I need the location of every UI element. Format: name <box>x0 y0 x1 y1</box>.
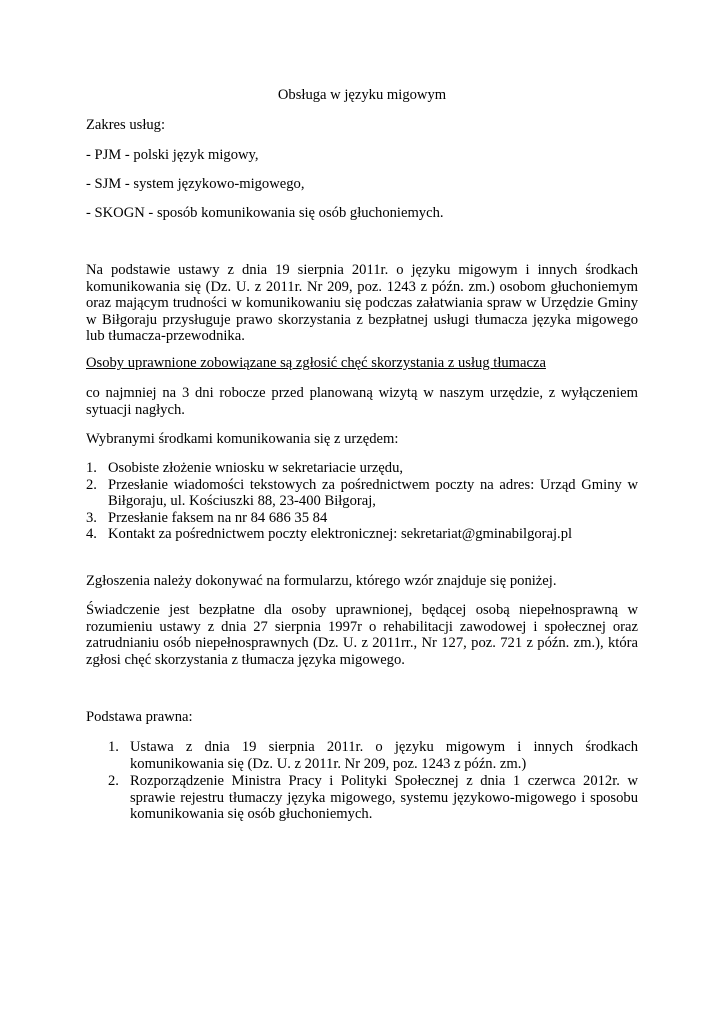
legal-list <box>108 739 638 824</box>
page-title: Obsługa w języku migowym <box>277 87 447 103</box>
list-item: 4. Kontakt za pośrednictwem poczty elektronicznej: sekretariat@gminabilgoraj.pl <box>86 526 573 543</box>
means-heading: Wybranymi środkami komunikowania się z urzędem: <box>86 431 399 447</box>
form-note: Zgłoszenia należy dokonywać na formularzu, którego wzór znajduje się poniżej. <box>86 573 557 589</box>
scope-item-skogn: - SKOGN - sposób komunikowania się osób głuchoniemych. <box>86 205 444 221</box>
scope-item-sjm: - SJM - system językowo-migowego, <box>86 176 305 192</box>
means-list <box>86 460 638 543</box>
free-service-paragraph: Świadczenie jest bezpłatne dla osoby uprawnionej, będącej osobą niepełnosprawną w rozumieniu ustawy z dnia 27 sierpnia 1997r o rehabilitacji zawodowej i społecznej oraz zatrudnianiu osób niepełnosprawnych (Dz. U. z 2011rr., Nr 127, poz. 721 z późn. zm.), która zgłosi chęć skorzystania z tłumacza języka migowego. <box>86 602 638 668</box>
list-item: 2. Przesłanie wiadomości tekstowych za pośrednictwem poczty na adres: Urząd Gminy w Biłgoraju, ul. Kościuszki 88, 23-400 Biłgoraj, <box>86 476 638 510</box>
list-item: 2. Rozporządzenie Ministra Pracy i Polityki Społecznej z dnia 1 czerwca 2012r. w sprawie rejestru tłumaczy języka migowego, systemu językowo-migowego i sposobu komunikowania się osób głuchoniemych. <box>108 773 638 823</box>
intro-paragraph: Na podstawie ustawy z dnia 19 sierpnia 2011r. o języku migowym i innych środkach komunikowania się (Dz. U. z 2011r. Nr 209, poz. 1243 z późn. zm.) osobom głuchoniemym oraz mającym trudności w komunikowaniu się podczas załatwiania spraw w Urzędzie Gminy w Biłgoraju przysługuje prawo skorzystania z bezpłatnej usługi tłumacza języka migowego lub tłumacza-przewodnika. <box>86 262 638 345</box>
list-item: 3. Przesłanie faksem na nr 84 686 35 84 <box>86 509 328 526</box>
scope-heading: Zakres usług: <box>86 117 166 133</box>
scope-item-pjm: - PJM - polski język migowy, <box>86 147 259 163</box>
list-item: 1. Osobiste złożenie wniosku w sekretariacie urzędu, <box>86 460 404 476</box>
obligation-underlined: Osoby uprawnione zobowiązane są zgłosić chęć skorzystania z usług tłumacza <box>86 355 546 371</box>
list-item: 1. Ustawa z dnia 19 sierpnia 2011r. o języku migowym i innych środkach komunikowania się (Dz. U. z 2011r. Nr 209, poz. 1243 z późn. zm.) <box>108 739 638 772</box>
legal-heading: Podstawa prawna: <box>86 709 193 725</box>
obligation-rest: co najmniej na 3 dni robocze przed planowaną wizytą w naszym urzędzie, z wyłączeniem sytuacji nagłych. <box>86 385 638 418</box>
